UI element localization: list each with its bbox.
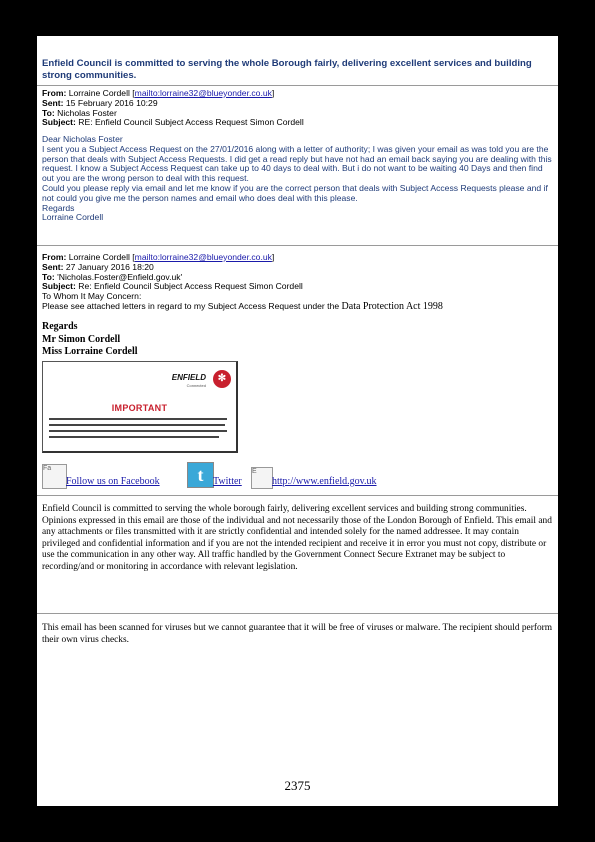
email1-regards: Regards (42, 202, 75, 213)
facebook-icon[interactable]: Fa (42, 464, 67, 489)
email1-from: From: Lorraine Cordell [mailto:lorraine32@blueyonder.co.uk] (42, 88, 275, 98)
email1-paragraph: I sent you a Subject Access Request on the 27/01/2016 along with a letter of authority; I was given your email as was told you are the person that deals with Subject Access Requests. I did get a read reply but have not had an email back saying you are dealing with this request. I know a Subject Access Request can take up to 40 days to deal with. But i do not want to be waiting 40 Days and then find out you are the wrong person to deal with this request. (42, 143, 552, 184)
enfield-important-image (42, 361, 238, 453)
email2-subject: Subject: Re: Enfield Council Subject Access Request Simon Cordell (42, 281, 303, 292)
enfield-logo-subtext: Connected (186, 383, 206, 388)
text-line (49, 436, 219, 438)
email1-salutation: Dear Nicholas Foster (42, 134, 123, 144)
page-number: 2375 (284, 778, 311, 793)
text-line (49, 424, 225, 426)
email2-signature: Mr Simon Cordell (42, 333, 121, 345)
text-line (49, 418, 227, 420)
email1-header (42, 89, 553, 128)
email2-from-link[interactable]: mailto:lorraine32@blueyonder.co.uk (134, 252, 272, 262)
virus-notice: This email has been scanned for viruses but we cannot guarantee that it will be free of viruses or malware. The recipient should perform their own virus checks. (42, 623, 553, 645)
email2-regards: Regards (42, 321, 78, 332)
email1-sent: Sent: 15 February 2016 10:29 (42, 97, 158, 108)
divider (37, 495, 558, 496)
email1-signature: Lorraine Cordell (42, 212, 104, 223)
twitter-icon[interactable]: t (187, 462, 214, 488)
social-links (42, 462, 552, 490)
enfield-logo-text: ENFIELD (171, 373, 206, 382)
email2-body-line: Please see attached letters in regard to my Subject Access Request under the Data Protection Act 1998 (42, 300, 443, 312)
text-line (49, 430, 227, 432)
email1-body (42, 135, 553, 223)
divider (37, 85, 558, 86)
email2-to: To: 'Nicholas.Foster@Enfield.gov.uk' (42, 271, 183, 282)
email2-signoff (42, 321, 553, 359)
email1-paragraph: Could you please reply via email and let me know if you are the correct person that deals with Subject Access Requests please and if not could you give me the person names and email who does deal with this please. (42, 182, 548, 203)
facebook-link[interactable]: Follow us on Facebook (66, 476, 160, 487)
enfield-emblem-icon: ✻ (213, 370, 231, 388)
council-banner: Enfield Council is committed to serving the whole Borough fairly, delivering excellent services and building strong communities. (42, 58, 532, 81)
email2-signature: Miss Lorraine Cordell (42, 346, 138, 357)
document-page (37, 36, 558, 806)
twitter-link[interactable]: Twitter (213, 476, 242, 487)
divider (37, 613, 558, 614)
email1-subject: Subject: RE: Enfield Council Subject Access Request Simon Cordell (42, 117, 304, 128)
email2-from: From: Lorraine Cordell [mailto:lorraine32@blueyonder.co.uk] (42, 252, 275, 262)
email1-to: To: Nicholas Foster (42, 107, 117, 118)
divider (37, 245, 558, 246)
email2-header (42, 253, 553, 312)
website-link[interactable]: http://www.enfield.gov.uk (272, 476, 377, 487)
email1-from-link[interactable]: mailto:lorraine32@blueyonder.co.uk (134, 88, 272, 98)
enfield-web-icon[interactable]: E (251, 467, 273, 489)
email2-sent: Sent: 27 January 2016 18:20 (42, 261, 154, 272)
important-label: IMPORTANT (111, 403, 168, 413)
disclaimer-text: Enfield Council is committed to serving the whole borough fairly, delivering excellent services and building strong communities. Opinions expressed in this email are those of the individual and not necessarily those of the London Borough of Enfield. This email and any attachments or files transmitted with it are strictly confidential and intended solely for the named addressee. It may contain privileged and confidential information and if you are not the intended recipient and receive it in error you must not copy, distribute or use the communication in any other way. All traffic handled by the Government Connect Secure Extranet may be subject to recording/and or monitoring in accordance with relevant legislation. (42, 504, 552, 572)
email2-greeting: To Whom It May Concern: (42, 291, 142, 302)
